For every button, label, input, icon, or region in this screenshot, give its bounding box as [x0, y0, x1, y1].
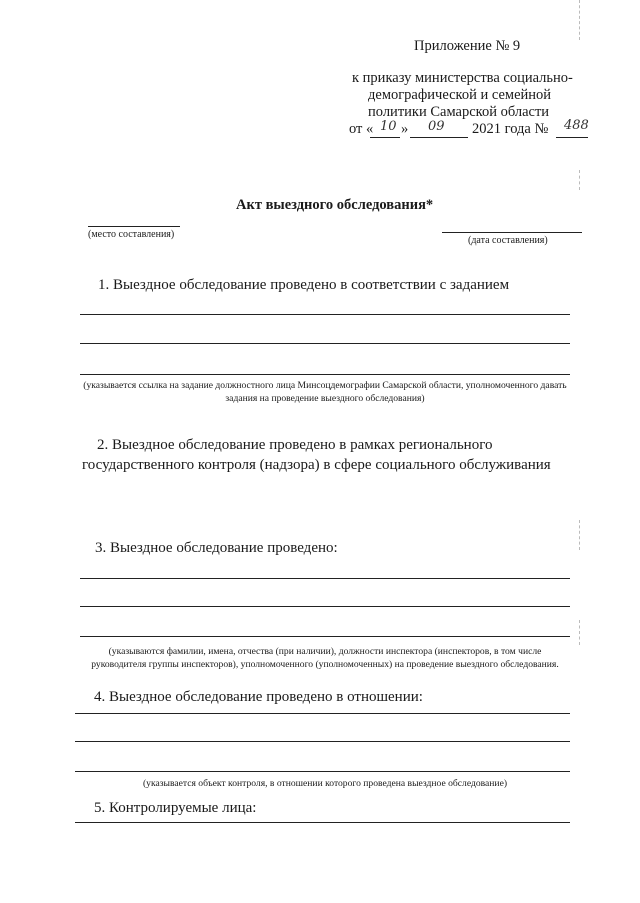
- section-2-line-1: 2. Выездное обследование проведено в рамках регионального: [97, 437, 493, 453]
- scan-edge-mark: [579, 620, 580, 645]
- header-order-line: к приказу министерства социально-: [352, 70, 573, 86]
- section-4-line[interactable]: [75, 741, 570, 742]
- section-1-text: 1. Выездное обследование проведено в соответствии с заданием: [98, 277, 510, 293]
- order-date-prefix: от «: [349, 121, 374, 137]
- scan-edge-mark: [579, 520, 580, 550]
- section-4-text: 4. Выездное обследование проведено в отношении:: [94, 689, 423, 705]
- date-input-line[interactable]: [442, 232, 582, 233]
- order-month: 09: [428, 119, 445, 134]
- section-3-text: 3. Выездное обследование проведено:: [95, 540, 338, 556]
- order-date-quote: »: [401, 121, 409, 137]
- place-input-line[interactable]: [88, 226, 180, 227]
- section-5-text: 5. Контролируемые лица:: [94, 800, 257, 816]
- section-3-line[interactable]: [80, 636, 570, 637]
- section-3-line[interactable]: [80, 606, 570, 607]
- section-1-line[interactable]: [80, 343, 570, 344]
- appendix-number: Приложение № 9: [414, 38, 521, 54]
- section-4-line[interactable]: [75, 771, 570, 772]
- order-year-text: 2021 года №: [472, 121, 549, 137]
- order-day: 10: [380, 119, 397, 134]
- section-3-note: (указываются фамилии, имена, отчества (при наличии), должности инспектора (инспекторов, в том числе руководителя группы инспекторов), уполномоченного (уполномоченных) на проведение выездного обследования.: [91, 646, 559, 670]
- section-2-line-2: государственного контроля (надзора) в сфере социального обслуживания: [82, 457, 551, 473]
- order-day-underline: [370, 137, 400, 138]
- section-4-note: (указывается объект контроля, в отношении которого проведена выездное обследование): [142, 778, 508, 789]
- section-1-note: (указывается ссылка на задание должностного лица Минсоцдемографии Самарской области, уполномоченного давать задания на проведение выездного обследования): [83, 380, 567, 404]
- scan-edge-mark: [579, 0, 580, 40]
- order-number-underline: [556, 137, 588, 138]
- order-month-underline: [410, 137, 468, 138]
- section-4-line[interactable]: [75, 713, 570, 714]
- order-number: 488: [564, 118, 589, 133]
- section-3-line[interactable]: [80, 578, 570, 579]
- section-1-line[interactable]: [80, 374, 570, 375]
- document-title: Акт выездного обследования*: [236, 197, 434, 213]
- section-5-line[interactable]: [75, 822, 570, 823]
- header-line-2: демографической и семейной: [368, 87, 552, 103]
- place-label: (место составления): [88, 229, 175, 240]
- header-line-3: политики Самарской области: [368, 104, 550, 120]
- scan-edge-mark: [579, 170, 580, 190]
- section-1-line[interactable]: [80, 314, 570, 315]
- date-label: (дата составления): [468, 235, 548, 246]
